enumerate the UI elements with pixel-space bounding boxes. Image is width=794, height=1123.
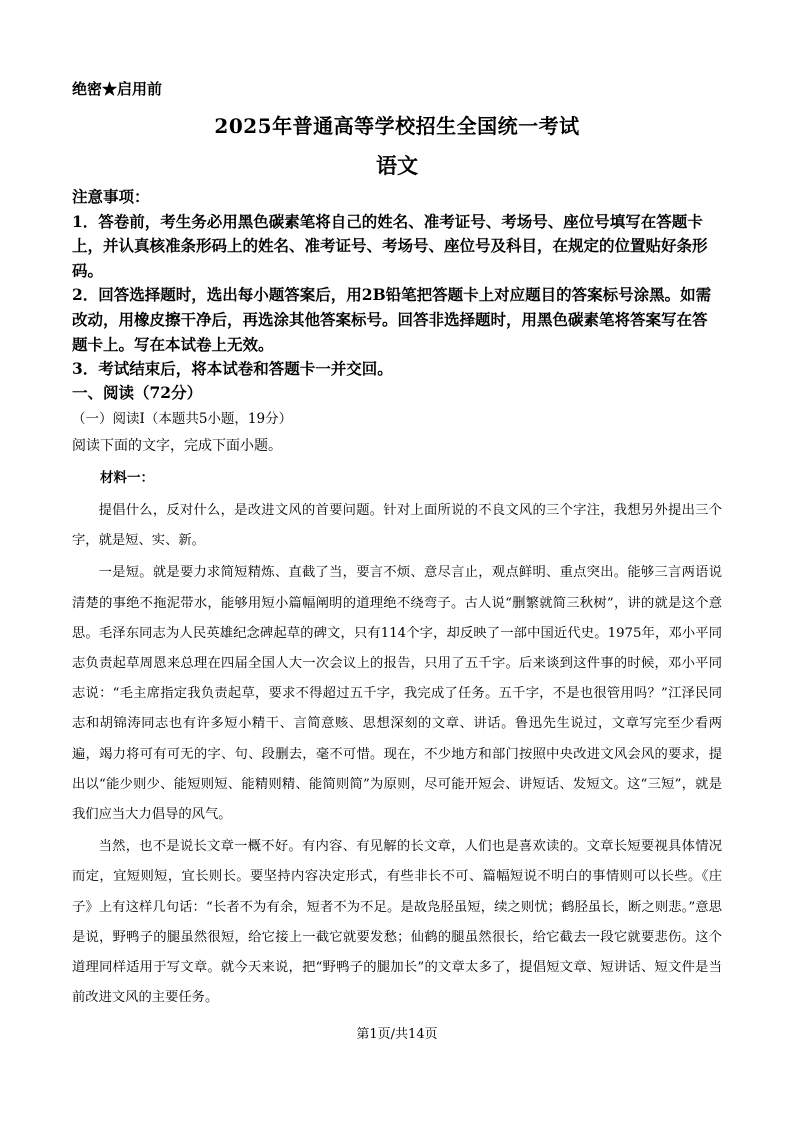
note-item: 3．考试结束后，将本试卷和答题卡一并交回。 xyxy=(72,359,393,379)
subsection-heading: （一）阅读Ⅰ（本题共5小题，19分） xyxy=(72,411,293,427)
passage-paragraph: 提倡什么，反对什么，是改进文风的首要问题。针对上面所说的不良文风的三个字注，我想另外提出三个字，就是短、实、新。 xyxy=(72,503,722,549)
notes-block xyxy=(72,185,722,382)
material-label: 材料一： xyxy=(100,470,154,486)
passage-paragraph: 一是短。就是要力求简短精炼、直截了当，要言不烦、意尽言止，观点鲜明、重点突出。能够三言两语说清楚的事绝不拖泥带水，能够用短小篇幅阐明的道理绝不绕弯子。古人说“删繁就简三秋树”，讲的就是这个意思。毛泽东同志为人民英雄纪念碑起草的碑文，只有114个字，却反映了一部中国近代史。1975年，邓小平同志负责起草周恩来总理在四届全国人大一次会议上的报告，只用了五千字。后来谈到这件事的时候，邓小平同志说：“毛主席指定我负责起草，要求不得超过五千字，我完成了任务。五千字，不是也很管用吗？”江泽民同志和胡锦涛同志也有许多短小精干、言简意赅、思想深刻的文章、讲话。鲁迅先生说过，文章写完至少看两遍，竭力将可有可无的字、句、段删去，毫不可惜。现在，不少地方和部门按照中央改进文风会风的要求，提出以“能少则少、能短则短、能精则精、能简则简”为原则，尽可能开短会、讲短话、发短文。这“三短”，就是我们应当大力倡导的风气。 xyxy=(72,565,722,823)
passage-paragraph: 当然，也不是说长文章一概不好。有内容、有见解的长文章，人们也是喜欢读的。文章长短要视具体情况而定，宜短则短，宜长则长。要坚持内容决定形式，有些非长不可、篇幅短说不明白的事情则可以长些。《庄子》上有这样几句话：“长者不为有余，短者不为不足。是故凫胫虽短，续之则忧；鹤胫虽长，断之则悲。”意思是说，野鸭子的腿虽然很短，给它接上一截它就要发愁；仙鹤的腿虽然很长，给它截去一段它就要悲伤。这个道理同样适用于写文章。就今天来说，把“野鸭子的腿加长”的文章太多了，提倡短文章、短讲话、短文件是当前改进文风的主要任务。 xyxy=(72,839,722,1006)
exam-title: 2025年普通高等学校招生全国统一考试 xyxy=(214,114,580,138)
notes-heading: 注意事项： xyxy=(72,187,150,206)
passage-body xyxy=(72,496,722,1015)
note-item: 1．答卷前，考生务必用黑色碳素笔将自己的姓名、准考证号、考场号、座位号填写在答题卡上，并认真核准条形码上的姓名、准考证号、考场号、座位号及科目，在规定的位置贴好条形码。 xyxy=(72,211,708,280)
section-heading: 一、阅读（72分） xyxy=(72,383,203,402)
subject-title: 语文 xyxy=(376,153,418,178)
confidential-label: 绝密★启用前 xyxy=(72,80,163,98)
page-indicator: 第1页/共14页 xyxy=(356,1027,438,1042)
note-item: 2．回答选择题时，选出每小题答案后，用2B铅笔把答题卡上对应题目的答案标号涂黑。如需改动，用橡皮擦干净后，再选涂其他答案标号。回答非选择题时，用黑色碳素笔将答案写在答题卡上。写在本试卷上无效。 xyxy=(72,285,712,354)
reading-instruction: 阅读下面的文字，完成下面小题。 xyxy=(72,438,282,454)
